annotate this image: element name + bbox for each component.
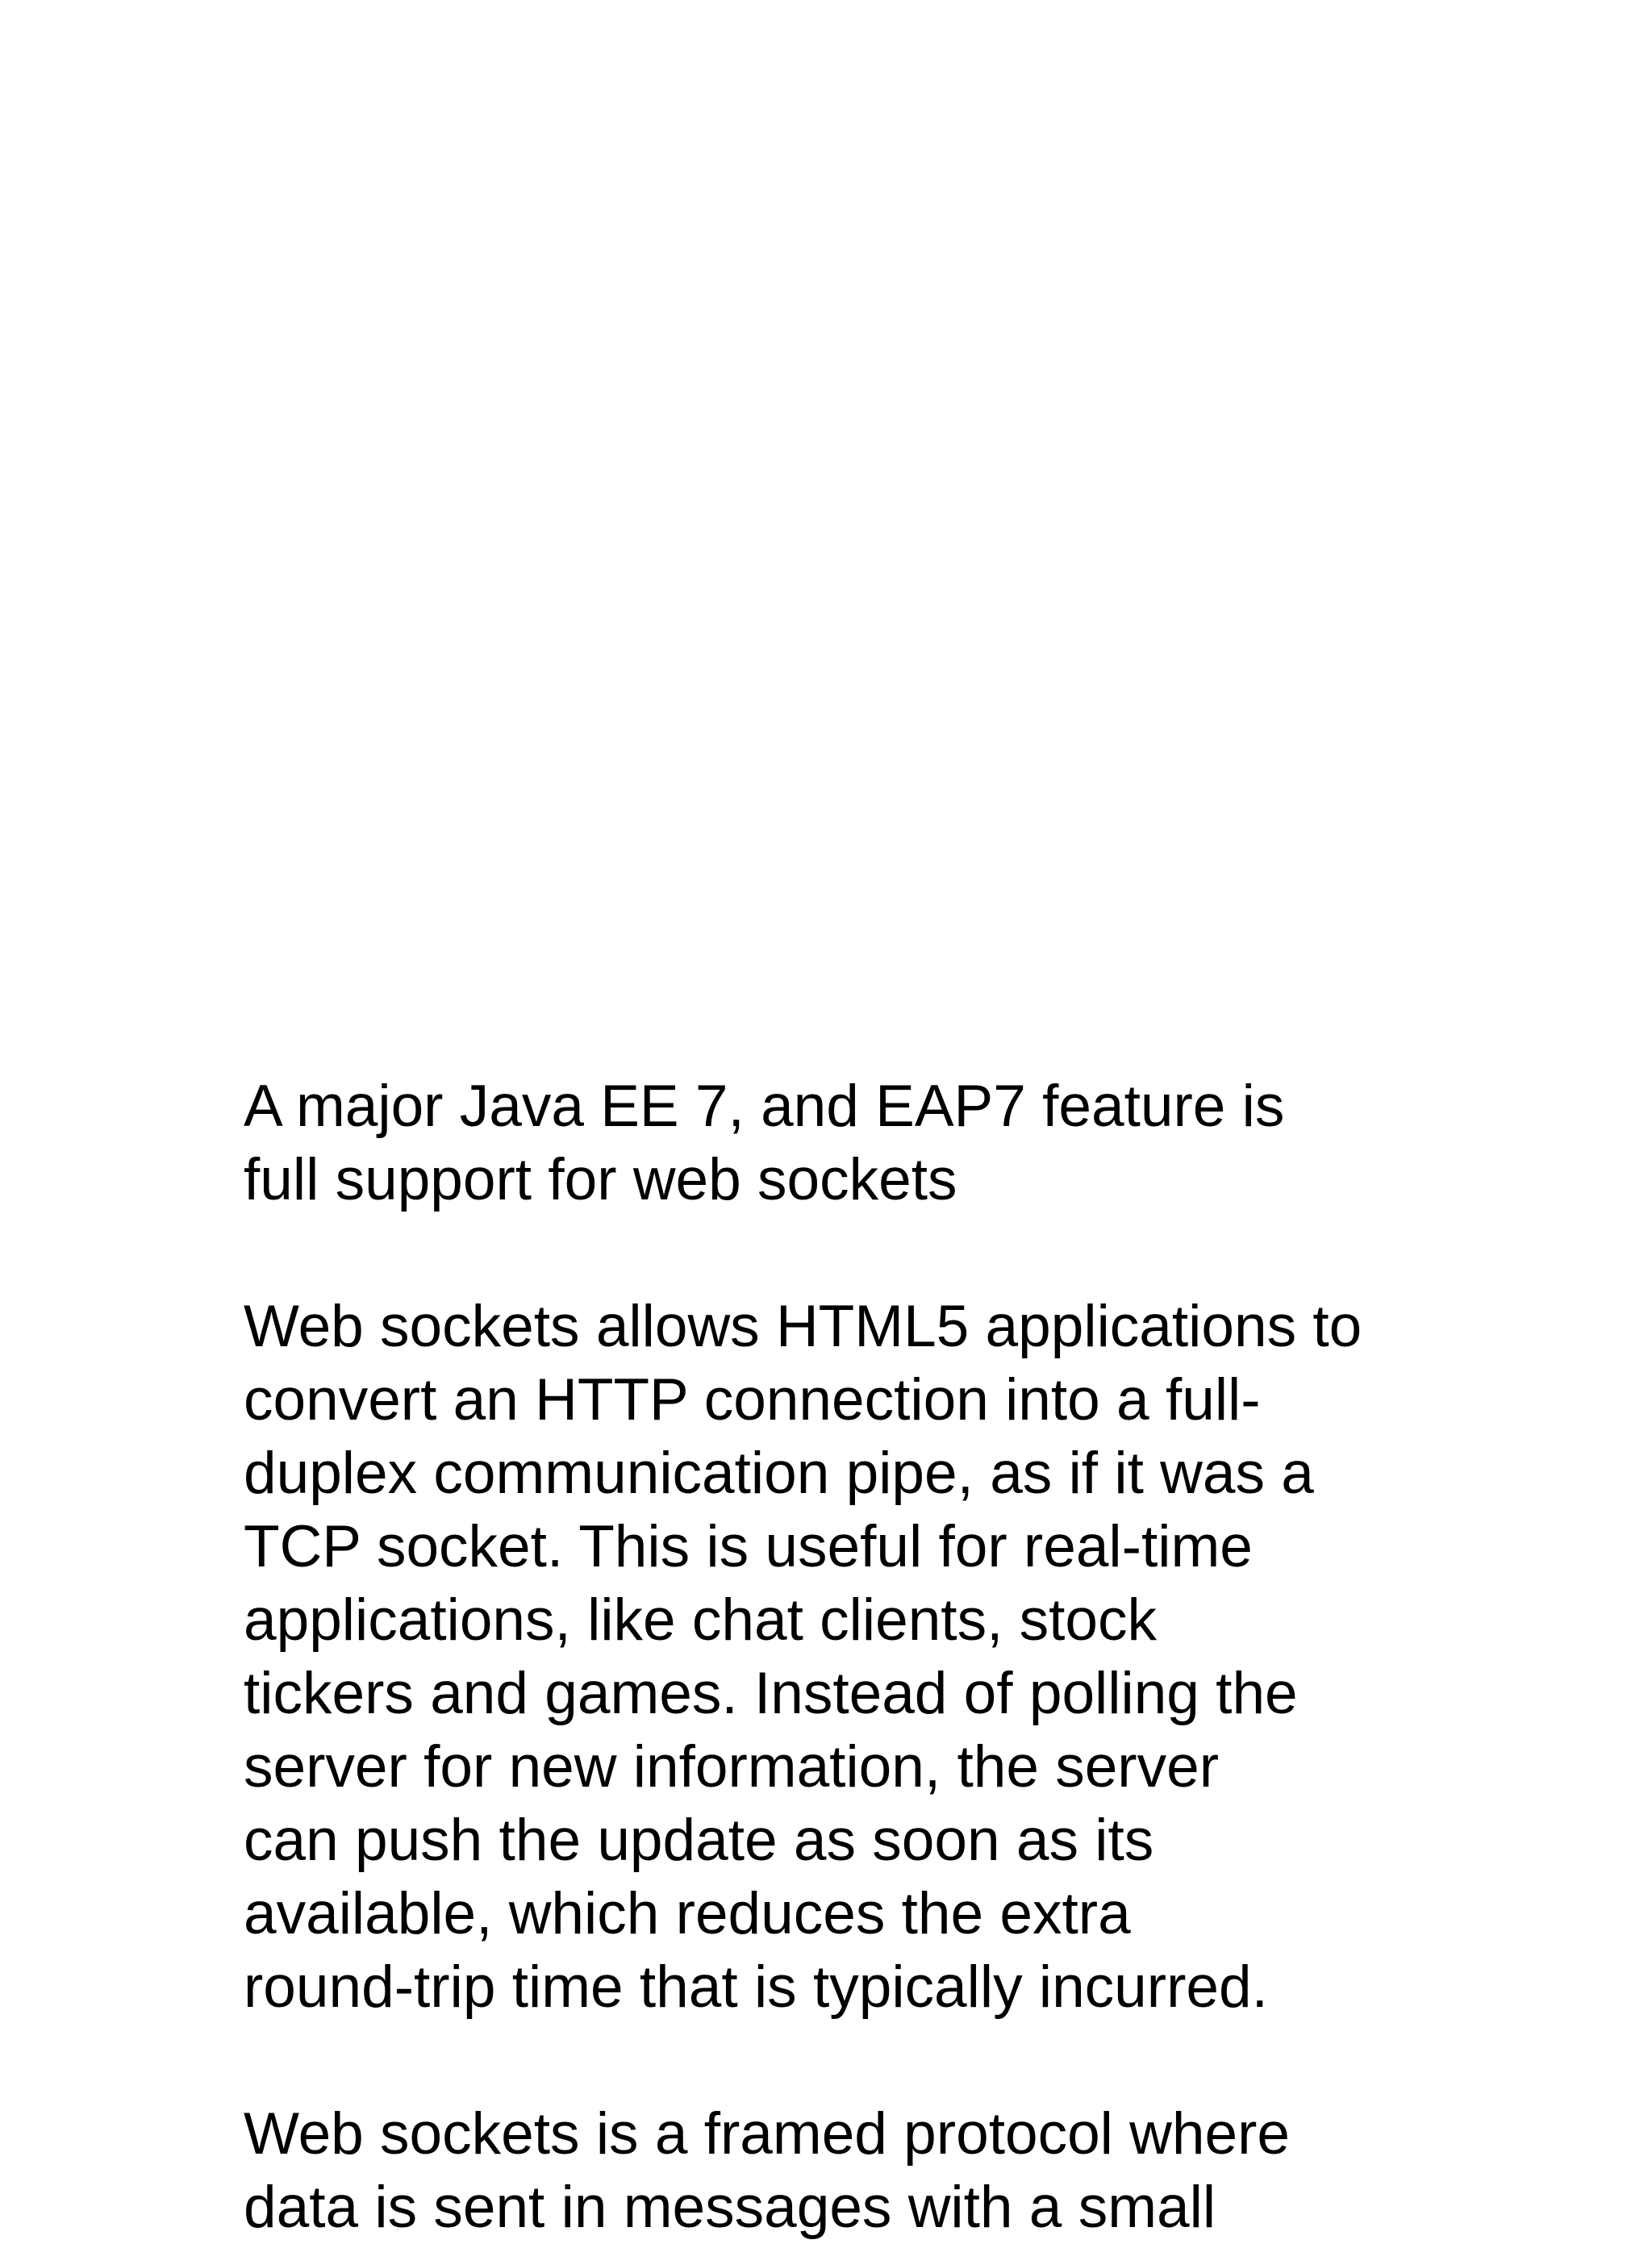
- paragraph-java-ee-feature: [244, 1070, 1470, 1216]
- text-line: Web sockets allows HTML5 applications to: [244, 1294, 1362, 1359]
- text-line: can push the update as soon as its: [244, 1808, 1154, 1873]
- text-line: full support for web sockets: [244, 1147, 957, 1212]
- text-line: duplex communication pipe, as if it was a: [244, 1441, 1314, 1506]
- text-line: data is sent in messages with a small: [244, 2175, 1216, 2240]
- text-line: available, which reduces the extra: [244, 1881, 1131, 1946]
- document-body: [244, 1070, 1470, 2244]
- paragraph-web-sockets-description: [244, 1290, 1470, 2024]
- text-line: server for new information, the server: [244, 1734, 1220, 1800]
- text-line: TCP socket. This is useful for real-time: [244, 1514, 1253, 1579]
- text-line: convert an HTTP connection into a full-: [244, 1367, 1261, 1433]
- text-line: A major Java EE 7, and EAP7 feature is: [244, 1074, 1285, 1139]
- text-line: tickers and games. Instead of polling the: [244, 1661, 1298, 1726]
- paragraph-framed-protocol: [244, 2097, 1470, 2244]
- text-line: Web sockets is a framed protocol where: [244, 2101, 1290, 2167]
- text-line: round-trip time that is typically incurred.: [244, 1954, 1268, 2020]
- text-line: applications, like chat clients, stock: [244, 1587, 1158, 1653]
